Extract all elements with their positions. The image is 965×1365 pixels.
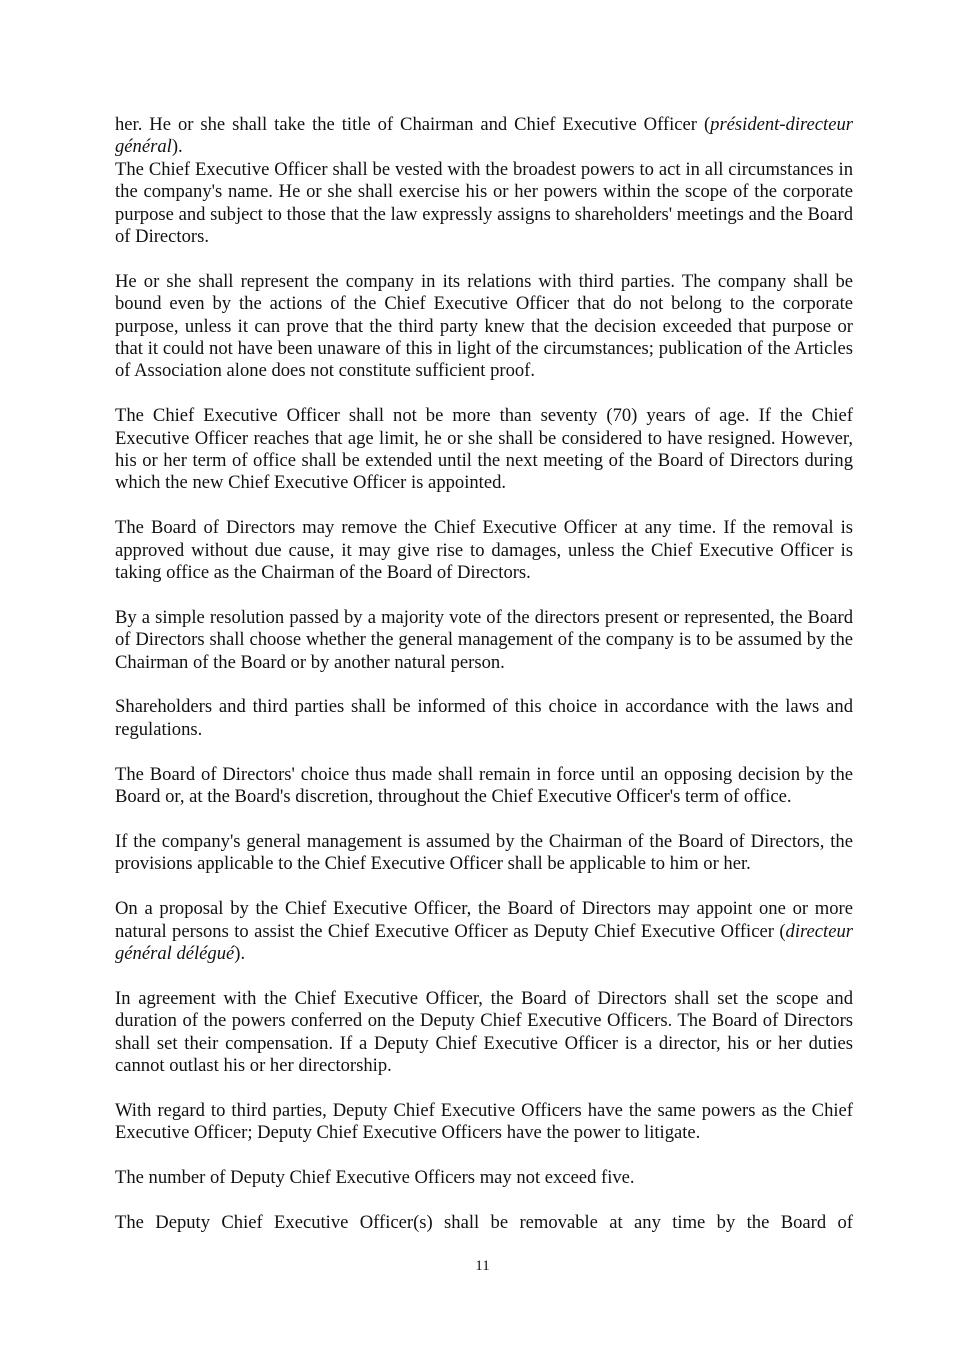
paragraph-ceo-title: her. He or she shall take the title of Chairman and Chief Executive Officer (président-directeur général). bbox=[115, 114, 853, 158]
paragraph-choice-duration: The Board of Directors' choice thus made shall remain in force until an opposing decision by the Board or, at the Board's discretion, throughout the Chief Executive Officer's term of office. bbox=[115, 763, 853, 808]
paragraph-age-limit: The Chief Executive Officer shall not be more than seventy (70) years of age. If the Chief Executive Officer reaches that age limit, he or she shall be considered to have resigned. However, his or her term of office shall be extended until the next meeting of the Board of Directors during which the new Chief Executive Officer is appointed. bbox=[115, 405, 853, 494]
paragraph-management-choice: By a simple resolution passed by a majority vote of the directors present or represented, the Board of Directors shall choose whether the general management of the company is to be assumed by the Chairman of the Board or by another natural person. bbox=[115, 606, 853, 673]
document-body bbox=[115, 114, 853, 1234]
paragraph-deputy-removal: The Deputy Chief Executive Officer(s) shall be removable at any time by the Board of bbox=[115, 1211, 853, 1233]
paragraph-ceo-powers: The Chief Executive Officer shall be vested with the broadest powers to act in all circumstances in the company's name. He or she shall exercise his or her powers within the scope of the corporate purpose and subject to those that the law expressly assigns to shareholders' meetings and the Board of Directors. bbox=[115, 158, 853, 248]
italic-french-term: président-directeur général bbox=[115, 114, 853, 158]
paragraph-removal: The Board of Directors may remove the Chief Executive Officer at any time. If the removal is approved without due cause, it may give rise to damages, unless the Chief Executive Officer is taking office as the Chairman of the Board of Directors. bbox=[115, 517, 853, 584]
paragraph-deputy-number: The number of Deputy Chief Executive Officers may not exceed five. bbox=[115, 1166, 635, 1188]
italic-french-term: directeur général délégué bbox=[115, 920, 853, 964]
paragraph-deputy-appointment: On a proposal by the Chief Executive Officer, the Board of Directors may appoint one or more natural persons to assist the Chief Executive Officer as Deputy Chief Executive Officer (directeur général délégué). bbox=[115, 898, 853, 964]
paragraph-representation: He or she shall represent the company in its relations with third parties. The company shall be bound even by the actions of the Chief Executive Officer that do not belong to the corporate purpose, unless it can prove that the third party knew that the decision exceeded that purpose or that it could not have been unaware of this in light of the circumstances; publication of the Articles of Association alone does not constitute sufficient proof. bbox=[115, 270, 853, 382]
page-number: 11 bbox=[475, 1258, 490, 1274]
paragraph-deputy-powers: With regard to third parties, Deputy Chief Executive Officers have the same powers as the Chief Executive Officer; Deputy Chief Executive Officers have the power to litigate. bbox=[115, 1099, 853, 1144]
paragraph-chairman-management: If the company's general management is assumed by the Chairman of the Board of Directors, the provisions applicable to the Chief Executive Officer shall be applicable to him or her. bbox=[115, 830, 853, 875]
paragraph-information: Shareholders and third parties shall be informed of this choice in accordance with the laws and regulations. bbox=[115, 696, 853, 740]
paragraph-deputy-scope: In agreement with the Chief Executive Officer, the Board of Directors shall set the scope and duration of the powers conferred on the Deputy Chief Executive Officers. The Board of Directors shall set their compensation. If a Deputy Chief Executive Officer is a director, his or her duties cannot outlast his or her directorship. bbox=[115, 987, 853, 1076]
